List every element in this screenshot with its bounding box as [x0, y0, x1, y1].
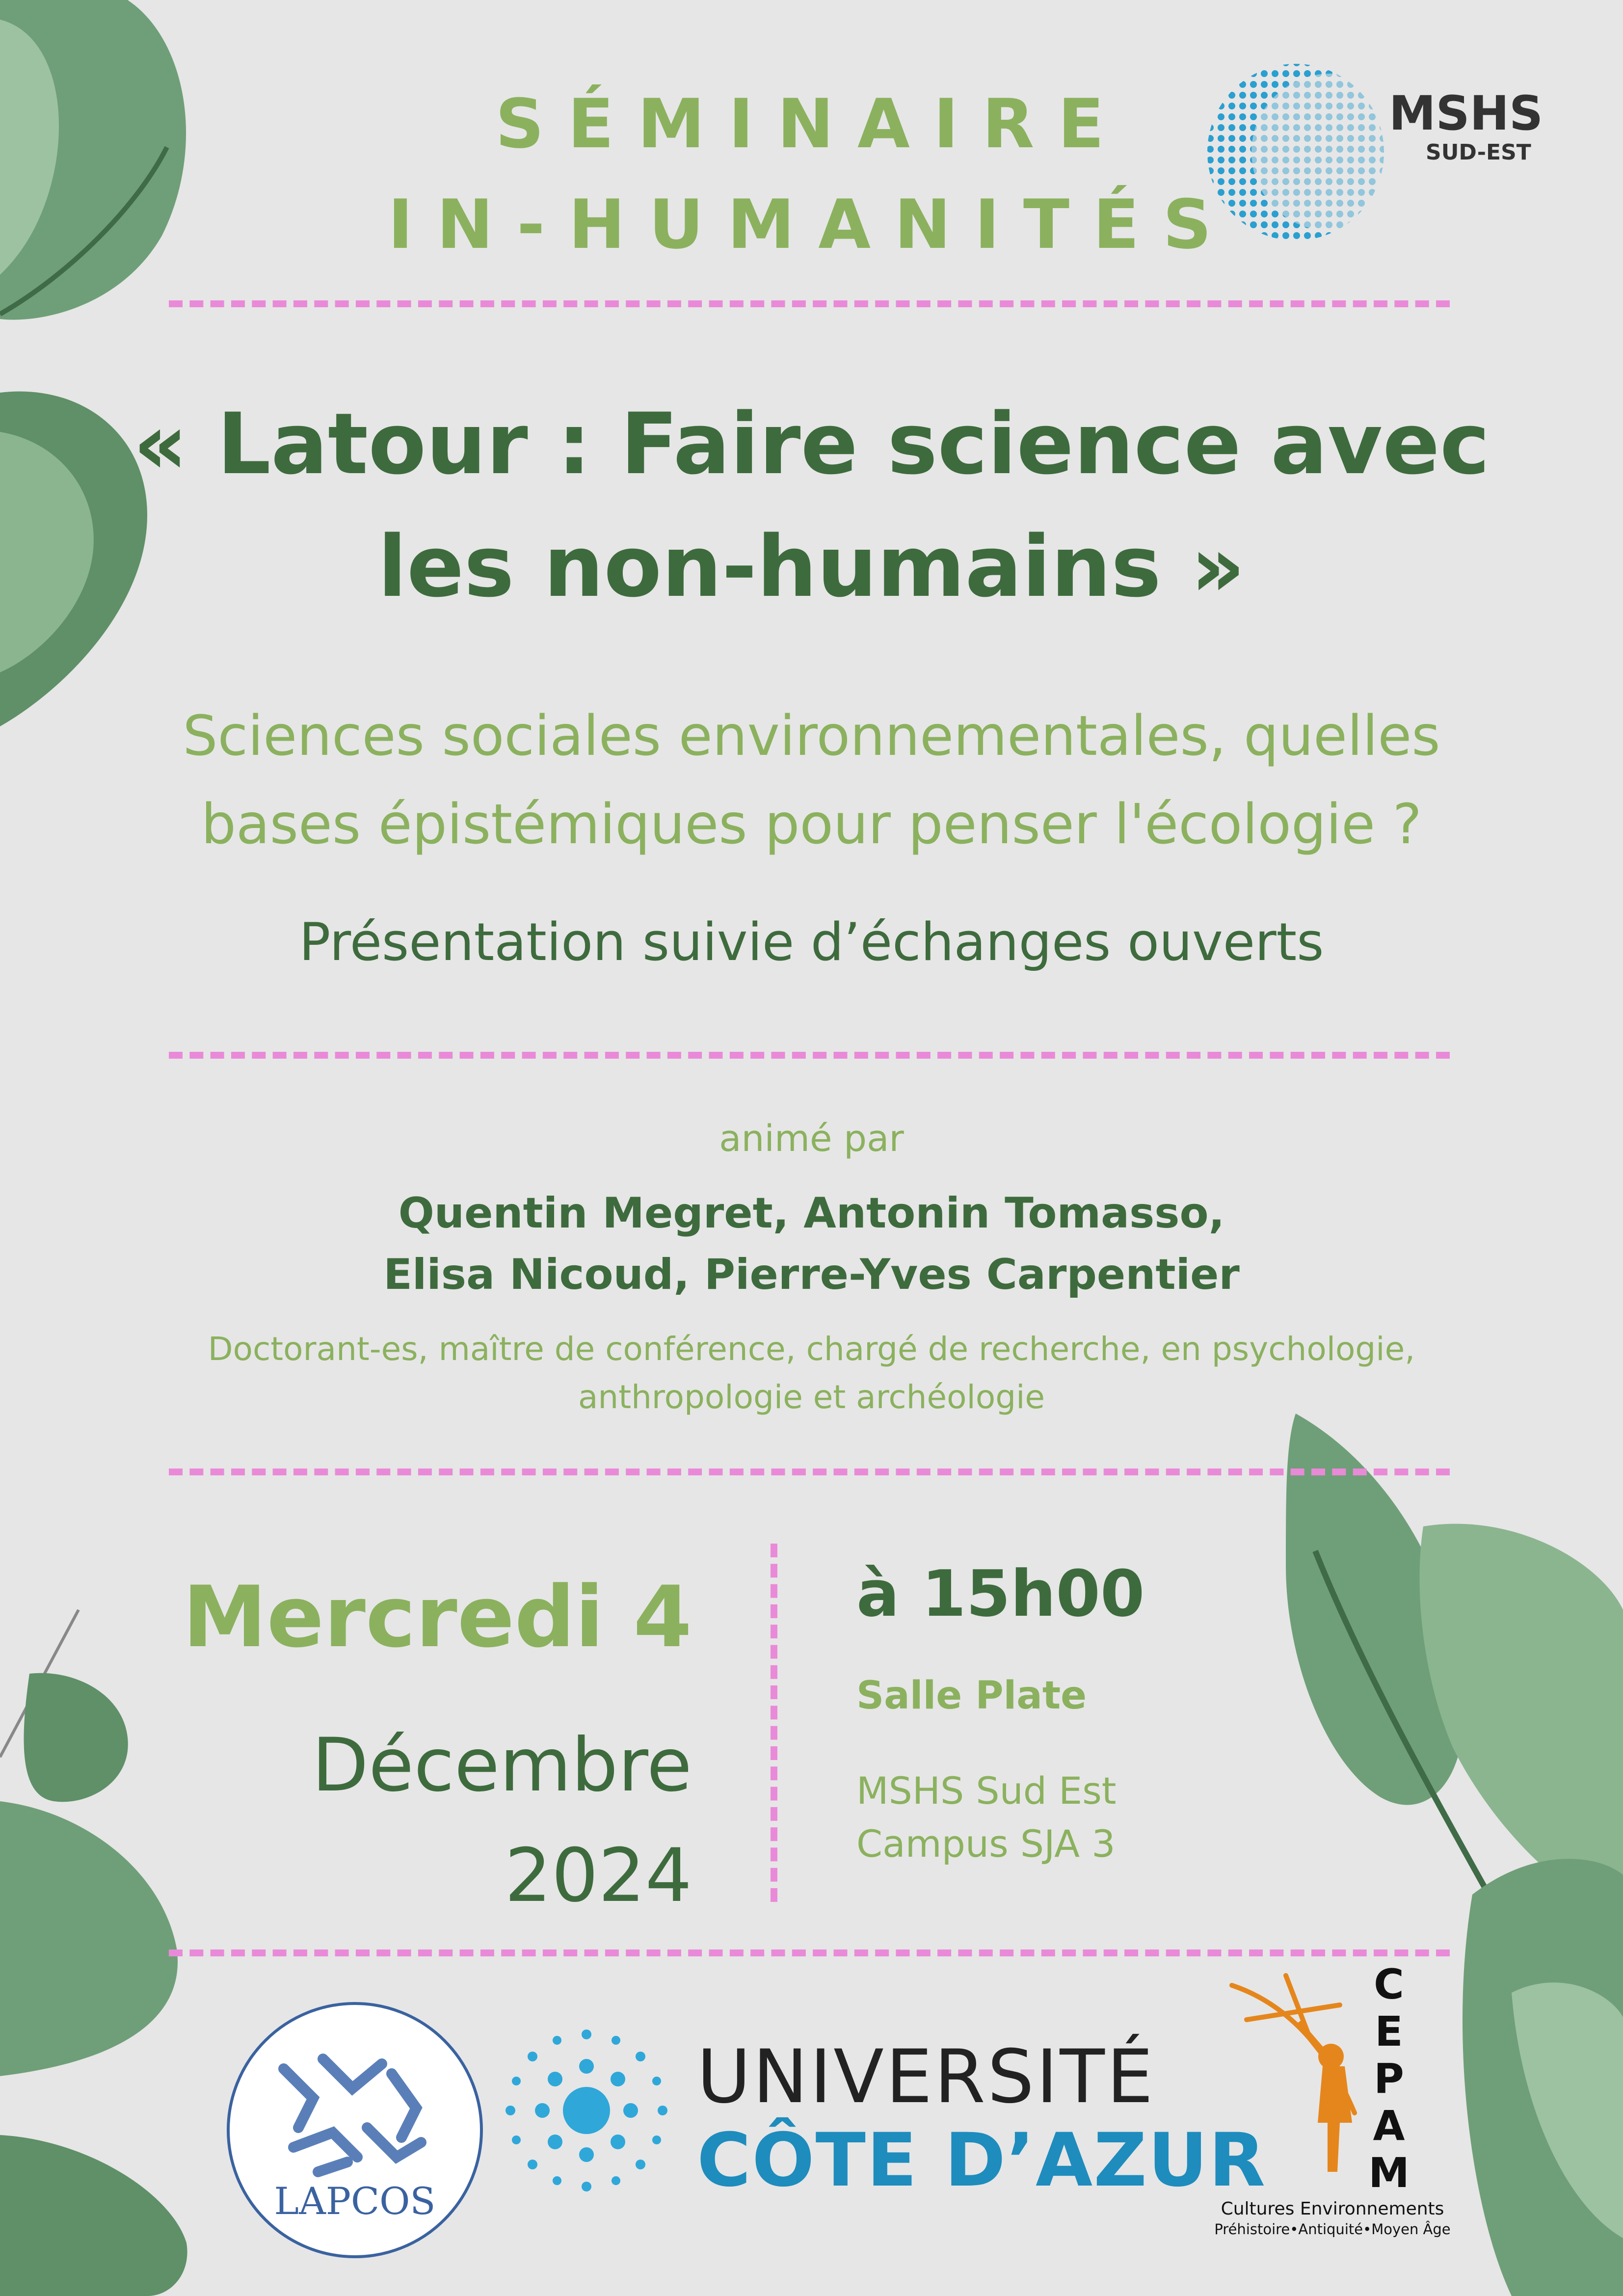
- separator-middle: [169, 1052, 1450, 1059]
- separator-lower: [169, 1468, 1450, 1475]
- cepam-subtitle-1: Cultures Environnements: [1221, 2199, 1444, 2219]
- cepam-letter: M: [1368, 2149, 1410, 2197]
- separator-bottom: [169, 1949, 1450, 1956]
- vertical-separator: [771, 1544, 777, 1902]
- mshs-logo-subtitle: SUD-EST: [1426, 140, 1531, 165]
- subtitle-line-1: Sciences sociales environnementales, quelles: [183, 704, 1440, 768]
- event-time: à 15h00: [856, 1556, 1145, 1631]
- mshs-logo-name: MSHS: [1389, 86, 1543, 141]
- cepam-subtitle-2: Préhistoire•Antiquité•Moyen Âge: [1214, 2221, 1451, 2238]
- cepam-logo-letters: [1364, 1961, 1413, 2196]
- date-month: Décembre: [312, 1723, 692, 1808]
- uca-logo-line-1: UNIVERSITÉ: [697, 2034, 1155, 2120]
- series-line-1: SÉMINAIRE: [495, 84, 1128, 163]
- event-place-line-2: Campus SJA 3: [856, 1822, 1116, 1866]
- seminar-title: [0, 383, 1623, 628]
- lapcos-logo-text: LAPCOS: [274, 2179, 436, 2223]
- series-line-2: IN-HUMANITÉS: [388, 185, 1235, 264]
- event-place-line-1: MSHS Sud Est: [856, 1769, 1117, 1813]
- roles-line-2: anthropologie et archéologie: [578, 1378, 1045, 1416]
- title-line-2: les non-humains »: [377, 517, 1246, 616]
- event-details: [856, 1548, 1396, 1870]
- speakers-line-1: Quentin Megret, Antonin Tomasso,: [398, 1189, 1225, 1238]
- speakers-line-2: Elisa Nicoud, Pierre-Yves Carpentier: [383, 1250, 1240, 1299]
- cepam-letter: P: [1374, 2055, 1404, 2103]
- separator-top: [169, 300, 1450, 307]
- uca-logo-line-2: CÔTE D’AZUR: [697, 2118, 1267, 2203]
- session-format: Présentation suivie d’échanges ouverts: [299, 912, 1324, 972]
- event-room: Salle Plate: [856, 1674, 1087, 1718]
- event-date: [98, 1561, 692, 1931]
- speaker-roles: [0, 1325, 1623, 1421]
- date-year: 2024: [505, 1833, 692, 1919]
- subtitle-line-2: bases épistémiques pour penser l'écologie ?: [201, 793, 1422, 856]
- animated-by-label: animé par: [719, 1118, 904, 1160]
- seminar-subtitle: [0, 692, 1623, 869]
- date-weekday-day: Mercredi 4: [183, 1568, 692, 1666]
- title-line-1: « Latour : Faire science avec: [133, 395, 1490, 493]
- cepam-letter: C: [1374, 1960, 1404, 2008]
- cepam-letter: E: [1375, 2007, 1403, 2056]
- series-title: [0, 74, 1623, 275]
- roles-line-1: Doctorant-es, maître de conférence, chargé de recherche, en psychologie,: [208, 1330, 1415, 1368]
- uca-dots-logo: [496, 2020, 677, 2201]
- cepam-letter: A: [1373, 2102, 1405, 2150]
- speakers: [0, 1183, 1623, 1306]
